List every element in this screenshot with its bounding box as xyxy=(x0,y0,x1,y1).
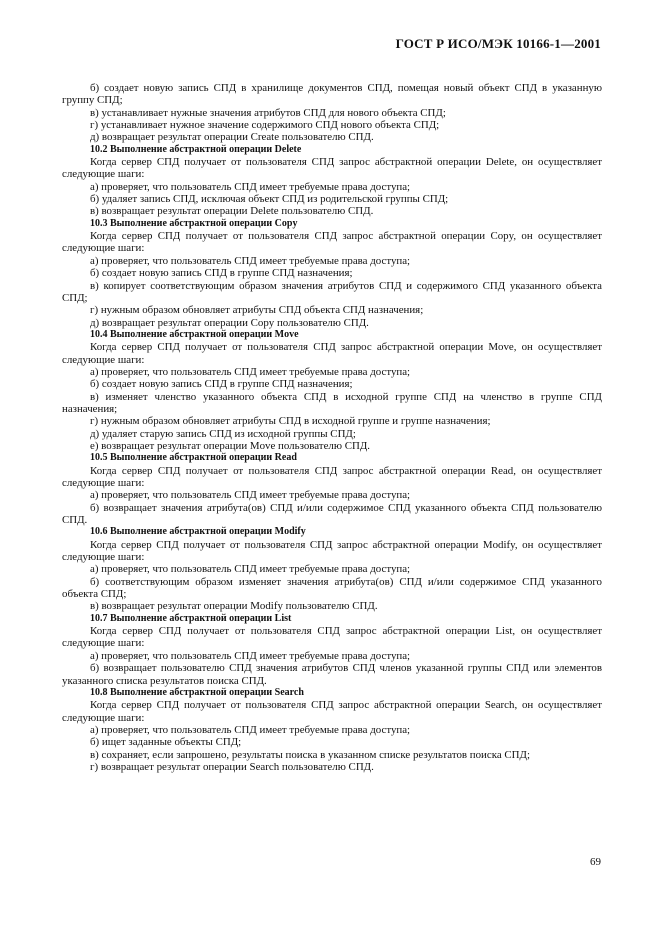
paragraph: Когда сервер СПД получает от пользователя СПД запрос абстрактной операции Search, он осуществляет следующие шаги: xyxy=(62,699,602,724)
paragraph: а) проверяет, что пользователь СПД имеет требуемые права доступа; xyxy=(90,649,411,662)
paragraph: а) проверяет, что пользователь СПД имеет требуемые права доступа; xyxy=(90,563,411,576)
section-heading: 10.3 Выполнение абстрактной операции Copy xyxy=(90,217,298,229)
page-number: 69 xyxy=(590,856,601,868)
section-heading: 10.4 Выполнение абстрактной операции Move xyxy=(90,328,299,340)
paragraph: б) создает новую запись СПД в группе СПД назначения; xyxy=(90,267,353,280)
paragraph: б) создает новую запись СПД в хранилище документов СПД, помещая новый объект СПД в указанную группу СПД; xyxy=(62,82,602,107)
paragraph: в) копирует соответствующим образом значения атрибутов СПД и содержимого СПД указанного объекта СПД; xyxy=(62,279,602,304)
section-heading: 10.8 Выполнение абстрактной операции Search xyxy=(90,686,304,698)
document-body xyxy=(62,82,602,773)
paragraph: б) возвращает значения атрибута(ов) СПД и/или содержимое СПД указанного объекта СПД пользователю СПД. xyxy=(62,501,602,527)
paragraph: д) возвращает результат операции Create пользователю СПД. xyxy=(90,131,374,144)
paragraph: а) проверяет, что пользователь СПД имеет требуемые права доступа; xyxy=(90,723,411,736)
section-heading: 10.5 Выполнение абстрактной операции Read xyxy=(90,452,297,464)
paragraph: б) соответствующим образом изменяет значения атрибута(ов) СПД и/или содержимое СПД указанного объекта СПД; xyxy=(62,575,602,601)
section-heading: 10.2 Выполнение абстрактной операции Delete xyxy=(90,143,302,155)
section-heading: 10.6 Выполнение абстрактной операции Modify xyxy=(90,526,306,538)
document-header: ГОСТ Р ИСО/МЭК 10166-1—2001 xyxy=(395,36,601,51)
paragraph: Когда сервер СПД получает от пользователя СПД запрос абстрактной операции Copy, он осуществляет следующие шаги: xyxy=(62,230,602,255)
paragraph: в) возвращает результат операции Modify пользователю СПД. xyxy=(90,600,378,613)
paragraph: Когда сервер СПД получает от пользователя СПД запрос абстрактной операции Read, он осуществляет следующие шаги: xyxy=(62,464,602,489)
paragraph: в) изменяет членство указанного объекта СПД в исходной группе СПД на членство в группе СПД назначения; xyxy=(62,390,602,415)
section-heading: 10.7 Выполнение абстрактной операции List xyxy=(90,612,292,624)
paragraph: а) проверяет, что пользователь СПД имеет требуемые права доступа; xyxy=(90,180,411,193)
paragraph: б) удаляет запись СПД, исключая объект СПД из родительской группы СПД; xyxy=(90,193,449,206)
paragraph: г) устанавливает нужное значение содержимого СПД нового объекта СПД; xyxy=(90,119,440,132)
paragraph: Когда сервер СПД получает от пользователя СПД запрос абстрактной операции Move, он осуществляет следующие шаги: xyxy=(62,341,602,366)
paragraph: б) ищет заданные объекты СПД; xyxy=(90,736,242,749)
paragraph: в) возвращает результат операции Delete пользователю СПД. xyxy=(90,205,374,218)
paragraph: в) устанавливает нужные значения атрибутов СПД для нового объекта СПД; xyxy=(90,106,446,119)
paragraph: д) возвращает результат операции Copy пользователю СПД. xyxy=(90,316,369,329)
paragraph: а) проверяет, что пользователь СПД имеет требуемые права доступа; xyxy=(90,489,411,502)
paragraph: е) возвращает результат операции Move пользователю СПД. xyxy=(90,439,370,452)
paragraph: д) удаляет старую запись СПД из исходной группы СПД; xyxy=(90,427,356,440)
paragraph: в) сохраняет, если запрошено, результаты поиска в указанном списке результатов поиска СПД; xyxy=(90,748,530,761)
paragraph: б) создает новую запись СПД в группе СПД назначения; xyxy=(90,378,353,391)
paragraph: г) нужным образом обновляет атрибуты СПД объекта СПД назначения; xyxy=(90,304,424,317)
paragraph: г) нужным образом обновляет атрибуты СПД в исходной группе и группе назначения; xyxy=(90,415,491,428)
paragraph: Когда сервер СПД получает от пользователя СПД запрос абстрактной операции Delete, он осуществляет следующие шаги: xyxy=(62,156,602,181)
paragraph: б) возвращает пользователю СПД значения атрибутов СПД членов указанной группы СПД или элементов указанного списка результатов поиска СПД. xyxy=(62,662,602,687)
paragraph: г) возвращает результат операции Search пользователю СПД. xyxy=(90,760,374,773)
paragraph: а) проверяет, что пользователь СПД имеет требуемые права доступа; xyxy=(90,254,411,267)
paragraph: а) проверяет, что пользователь СПД имеет требуемые права доступа; xyxy=(90,365,411,378)
paragraph: Когда сервер СПД получает от пользователя СПД запрос абстрактной операции Modify, он осуществляет следующие шаги: xyxy=(62,538,602,564)
paragraph: Когда сервер СПД получает от пользователя СПД запрос абстрактной операции List, он осуществляет следующие шаги: xyxy=(62,625,602,650)
